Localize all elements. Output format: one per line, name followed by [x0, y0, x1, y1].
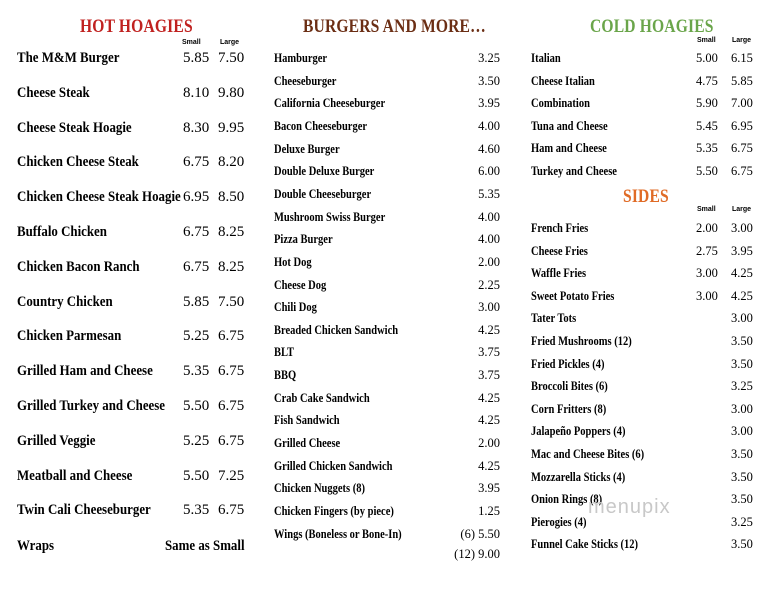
- side-item-large-price: 3.50: [731, 447, 753, 461]
- burger-item-name: Cheese Dog: [274, 277, 327, 292]
- cold-large-header: Large: [732, 37, 752, 44]
- side-item-large-price: 3.00: [731, 311, 753, 326]
- hot-item-name: Buffalo Chicken: [17, 224, 107, 240]
- cold-item-name: Combination: [531, 96, 590, 111]
- hot-item-name: Chicken Parmesan: [17, 328, 122, 345]
- cold-item-large-price: 6.15: [731, 51, 753, 65]
- side-item-name: Mozzarella Sticks (4): [531, 469, 626, 484]
- hot-item-small-price: 6.75: [183, 154, 210, 171]
- burger-item-name: Chili Dog: [274, 300, 317, 315]
- hot-item-large-price: 6.75: [218, 363, 245, 380]
- cold-item-small-price: 5.50: [696, 164, 718, 178]
- side-item-name: Cheese Fries: [531, 243, 588, 258]
- side-item-name: Pierogies (4): [531, 514, 587, 529]
- cold-item-large-price: 7.00: [731, 96, 753, 111]
- hot-item-large-price: 8.25: [218, 258, 245, 275]
- burger-item-name: Cheeseburger: [274, 73, 337, 88]
- burger-item-price: 4.25: [478, 413, 500, 428]
- burger-item-price: 3.50: [478, 73, 500, 88]
- burger-item-name: Chicken Fingers (by piece): [274, 504, 394, 518]
- burger-item-price: 4.25: [478, 458, 500, 473]
- cold-item-name: Turkey and Cheese: [531, 164, 617, 178]
- burger-item-price: 3.75: [478, 368, 500, 383]
- burger-item-price: 3.95: [478, 481, 500, 496]
- side-item-large-price: 3.95: [731, 243, 753, 258]
- side-item-large-price: 3.25: [731, 379, 753, 394]
- sides-title: SIDES: [623, 186, 669, 207]
- cold-item-large-price: 6.95: [731, 118, 753, 133]
- side-item-name: Onion Rings (8): [531, 492, 603, 507]
- hot-item-large-price: 6.75: [218, 398, 245, 414]
- cold-item-small-price: 5.90: [696, 96, 718, 111]
- hot-item-large-price: 6.75: [218, 502, 245, 519]
- burger-item-price: 4.60: [478, 141, 500, 156]
- side-item-name: Jalapeño Poppers (4): [531, 424, 626, 439]
- side-item-small-price: 2.00: [696, 221, 718, 235]
- side-item-name: Broccoli Bites (6): [531, 379, 608, 394]
- cold-item-small-price: 5.00: [696, 51, 718, 65]
- wraps-price: Same as Small: [165, 538, 245, 554]
- menupix-watermark: menupix: [588, 496, 671, 518]
- hot-item-small-price: 5.50: [183, 467, 210, 484]
- hot-item-name: Grilled Turkey and Cheese: [17, 398, 166, 414]
- hot-item-large-price: 7.50: [218, 50, 245, 66]
- cold-item-name: Italian: [531, 51, 561, 65]
- hot-item-small-price: 5.50: [183, 398, 210, 414]
- hot-item-large-price: 7.25: [218, 467, 245, 484]
- side-item-large-price: 4.25: [731, 266, 753, 281]
- side-item-large-price: 3.50: [731, 469, 753, 484]
- sides-large-header: Large: [732, 206, 752, 213]
- burger-item-price: 2.00: [478, 436, 500, 451]
- burger-item-price: 4.00: [478, 232, 500, 247]
- burger-item-name: Crab Cake Sandwich: [274, 390, 370, 405]
- hot-small-header: Small: [182, 39, 201, 46]
- hot-item-large-price: 8.25: [218, 224, 245, 240]
- burger-item-price: 6.00: [478, 164, 500, 179]
- hot-item-large-price: 7.50: [218, 293, 245, 310]
- burger-item-price: 4.00: [478, 118, 500, 133]
- hot-hoagies-title: HOT HOAGIES: [80, 16, 193, 37]
- hot-item-small-price: 6.75: [183, 224, 210, 240]
- burger-item-name: Fish Sandwich: [274, 413, 340, 428]
- burger-item-price: 3.25: [478, 51, 500, 65]
- cold-item-large-price: 6.75: [731, 141, 753, 156]
- side-item-large-price: 3.25: [731, 514, 753, 529]
- hot-item-name: Meatball and Cheese: [17, 467, 133, 484]
- burger-item-name: Grilled Cheese: [274, 436, 341, 451]
- burgers-title: BURGERS AND MORE…: [303, 16, 486, 37]
- burger-item-name: Breaded Chicken Sandwich: [274, 322, 399, 337]
- burger-item-price: 2.00: [478, 254, 500, 269]
- burger-item-price: 2.25: [478, 277, 500, 292]
- side-item-name: French Fries: [531, 221, 589, 235]
- burger-item-name: Hot Dog: [274, 254, 312, 269]
- hot-item-small-price: 8.30: [183, 119, 210, 136]
- cold-item-name: Cheese Italian: [531, 73, 595, 88]
- side-item-name: Tater Tots: [531, 311, 577, 326]
- side-item-name: Fried Pickles (4): [531, 356, 605, 371]
- burger-item-price: 4.25: [478, 390, 500, 405]
- side-item-small-price: 3.00: [696, 266, 718, 281]
- burger-item-name: Double Cheeseburger: [274, 186, 372, 201]
- burger-item-name: Bacon Cheeseburger: [274, 118, 368, 133]
- hot-item-small-price: 6.75: [183, 258, 210, 275]
- burger-item-price: 4.00: [478, 209, 500, 224]
- burger-item-name: Double Deluxe Burger: [274, 164, 375, 179]
- hot-item-small-price: 5.25: [183, 328, 210, 345]
- burger-item-price: 3.75: [478, 345, 500, 360]
- hot-item-small-price: 5.35: [183, 502, 210, 519]
- burger-item-name: Grilled Chicken Sandwich: [274, 458, 393, 473]
- cold-item-small-price: 5.45: [696, 118, 718, 133]
- cold-hoagies-title: COLD HOAGIES: [590, 16, 714, 37]
- burger-item-price: 1.25: [478, 504, 500, 518]
- side-item-large-price: 3.50: [731, 492, 753, 507]
- burger-item-price: (6) 5.50: [460, 526, 500, 541]
- burger-item-name: California Cheeseburger: [274, 96, 386, 111]
- hot-item-large-price: 8.20: [218, 154, 245, 171]
- cold-item-name: Tuna and Cheese: [531, 118, 608, 133]
- hot-item-large-price: 8.50: [218, 189, 245, 206]
- cold-item-large-price: 5.85: [731, 73, 753, 88]
- hot-item-name: Cheese Steak Hoagie: [17, 119, 132, 136]
- wraps-name: Wraps: [17, 538, 55, 554]
- hot-item-large-price: 9.95: [218, 119, 245, 136]
- hot-large-header: Large: [220, 39, 240, 46]
- burger-item-price: 5.35: [478, 186, 500, 201]
- hot-item-name: The M&M Burger: [17, 50, 120, 66]
- hot-item-name: Grilled Veggie: [17, 432, 96, 449]
- side-item-large-price: 4.25: [731, 288, 753, 303]
- burger-item-name: Mushroom Swiss Burger: [274, 209, 386, 224]
- hot-item-name: Chicken Bacon Ranch: [17, 258, 140, 275]
- hot-item-small-price: 5.85: [183, 293, 210, 310]
- side-item-name: Waffle Fries: [531, 266, 587, 281]
- side-item-large-price: 3.50: [731, 356, 753, 371]
- burger-item-name: BBQ: [274, 368, 297, 383]
- cold-item-name: Ham and Cheese: [531, 141, 607, 156]
- side-item-large-price: 3.00: [731, 221, 753, 235]
- cold-item-large-price: 6.75: [731, 164, 753, 178]
- burger-item-name: Hamburger: [274, 51, 328, 65]
- side-item-name: Sweet Potato Fries: [531, 288, 615, 303]
- hot-item-name: Grilled Ham and Cheese: [17, 363, 153, 380]
- side-item-small-price: 2.75: [696, 243, 718, 258]
- side-item-name: Mac and Cheese Bites (6): [531, 447, 645, 461]
- sides-small-header: Small: [697, 206, 716, 213]
- burger-item-name: Wings (Boneless or Bone-In): [274, 526, 402, 541]
- side-item-large-price: 3.50: [731, 537, 753, 552]
- burger-item-name: Chicken Nuggets (8): [274, 481, 366, 496]
- hot-item-name: Chicken Cheese Steak Hoagie: [17, 189, 181, 206]
- hot-item-small-price: 8.10: [183, 84, 210, 101]
- hot-item-large-price: 9.80: [218, 84, 245, 101]
- hot-item-name: Twin Cali Cheeseburger: [17, 502, 151, 519]
- side-item-name: Funnel Cake Sticks (12): [531, 537, 639, 552]
- hot-item-small-price: 6.95: [183, 189, 210, 206]
- hot-item-small-price: 5.25: [183, 432, 210, 449]
- cold-item-small-price: 4.75: [696, 73, 718, 88]
- side-item-name: Corn Fritters (8): [531, 401, 607, 416]
- cold-item-small-price: 5.35: [696, 141, 718, 156]
- burger-item-name: BLT: [274, 345, 295, 360]
- burger-item-name: Deluxe Burger: [274, 141, 340, 156]
- side-item-large-price: 3.00: [731, 401, 753, 416]
- burger-item-name: Pizza Burger: [274, 232, 333, 247]
- cold-small-header: Small: [697, 37, 716, 44]
- hot-item-name: Cheese Steak: [17, 84, 90, 101]
- hot-item-name: Chicken Cheese Steak: [17, 154, 139, 171]
- hot-item-large-price: 6.75: [218, 432, 245, 449]
- burger-item-price: 4.25: [478, 322, 500, 337]
- hot-item-name: Country Chicken: [17, 293, 113, 310]
- side-item-small-price: 3.00: [696, 288, 718, 303]
- side-item-large-price: 3.00: [731, 424, 753, 439]
- burger-item-price: 3.00: [478, 300, 500, 315]
- wings-extra-price: (12) 9.00: [454, 547, 500, 561]
- hot-item-large-price: 6.75: [218, 328, 245, 345]
- hot-item-small-price: 5.85: [183, 50, 210, 66]
- burger-item-price: 3.95: [478, 96, 500, 111]
- side-item-name: Fried Mushrooms (12): [531, 334, 632, 348]
- side-item-large-price: 3.50: [731, 334, 753, 348]
- hot-item-small-price: 5.35: [183, 363, 210, 380]
